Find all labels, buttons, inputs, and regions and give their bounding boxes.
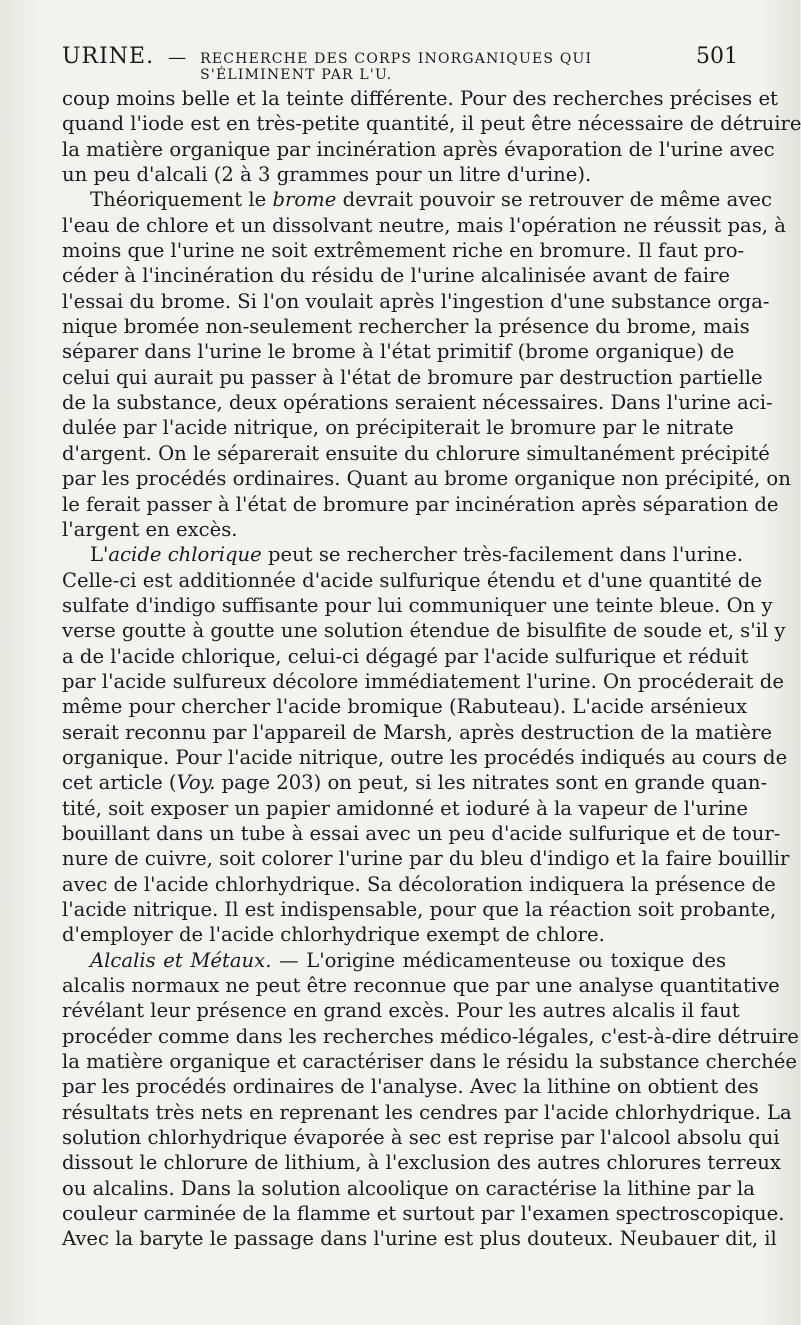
text-fragment: L' (90, 543, 109, 567)
text-line: par les procédés ordinaires de l'analyse. Avec la lithine on obtient des (62, 1075, 759, 1099)
text-fragment: cet article ( (62, 771, 177, 795)
text-line: serait reconnu par l'appareil de Marsh, après destruction de la matière (62, 720, 772, 744)
text-line (62, 187, 772, 212)
text-line: Avec la baryte le passage dans l'urine est plus douteux. Neubauer dit, il (62, 1227, 777, 1251)
text-line: l'eau de chlore et un dissolvant neutre, mais l'opération ne réussit pas, à (62, 213, 786, 237)
text-line: moins que l'urine ne soit extrêmement riche en bromure. Il faut pro- (62, 239, 745, 263)
text-line: quand l'iode est en très-petite quantité, il peut être nécessaire de détruire (62, 112, 801, 136)
text-line: a de l'acide chlorique, celui-ci dégagé par l'acide sulfurique et réduit (62, 644, 749, 668)
text-line: Celle-ci est additionnée d'acide sulfurique étendu et d'une quantité de (62, 568, 763, 592)
text-line: de la substance, deux opérations seraient nécessaires. Dans l'urine aci- (62, 391, 773, 415)
text-line: bouillant dans un tube à essai avec un peu d'acide sulfurique et de tour- (62, 821, 781, 845)
italic-term: Alcalis et Métaux. (90, 948, 272, 972)
text-line: sulfate d'indigo suffisante pour lui communiquer une teinte bleue. On y (62, 593, 773, 617)
text-line: l'essai du brome. Si l'on voulait après l'ingestion d'une substance orga- (62, 289, 770, 313)
text-line: couleur carminée de la flamme et surtout par l'examen spectroscopique. (62, 1202, 785, 1226)
text-line: la matière organique et caractériser dans le résidu la substance cherchée (62, 1050, 797, 1074)
text-line: céder à l'incinération du résidu de l'urine alcalinisée avant de faire (62, 264, 730, 288)
text-line: avec de l'acide chlorhydrique. Sa décoloration indiquera la présence de (62, 872, 776, 896)
header-dash: — (168, 47, 187, 68)
text-line: procéder comme dans les recherches médico-légales, c'est-à-dire détruire (62, 1024, 799, 1048)
text-line (62, 542, 743, 567)
text-line: alcalis normaux ne peut être reconnue que par une analyse quantitative (62, 974, 780, 998)
text-fragment: devrait pouvoir se retrouver de même avec (336, 188, 772, 212)
italic-term: brome (272, 188, 337, 212)
header-section: URINE. (62, 44, 155, 69)
text-line: organique. Pour l'acide nitrique, outre les procédés indiqués au cours de (62, 745, 788, 769)
running-header (62, 44, 738, 83)
text-line (62, 770, 768, 795)
text-line: celui qui aurait pu passer à l'état de bromure par destruction partielle (62, 365, 763, 389)
text-line: d'employer de l'acide chlorhydrique exempt de chlore. (62, 923, 605, 947)
text-line: solution chlorhydrique évaporée à sec est reprise par l'alcool absolu qui (62, 1126, 780, 1150)
text-line: la matière organique par incinération après évaporation de l'urine avec (62, 137, 775, 161)
text-line: verse goutte à goutte une solution étendue de bisulfite de soude et, s'il y (62, 619, 786, 643)
text-line: par les procédés ordinaires. Quant au brome organique non précipité, on (62, 467, 791, 491)
text-line: nique bromée non-seulement rechercher la présence du brome, mais (62, 315, 750, 339)
text-line: l'argent en excès. (62, 517, 238, 541)
text-line: même pour chercher l'acide bromique (Rabuteau). L'acide arsénieux (62, 695, 748, 719)
text-line: séparer dans l'urine le brome à l'état primitif (brome organique) de (62, 340, 735, 364)
italic-term: Voy. (176, 771, 216, 795)
header-running-title: RECHERCHE DES CORPS INORGANIQUES QUI S'ÉLIMINENT PAR L'U. (200, 51, 593, 83)
text-line: nure de cuivre, soit colorer l'urine par du bleu d'indigo et la faire bouillir (62, 847, 790, 871)
text-fragment: — L'origine médicamenteuse ou toxique des (271, 948, 726, 972)
page-number: 501 (696, 44, 738, 69)
text-line: par l'acide sulfureux décolore immédiatement l'urine. On procéderait de (62, 669, 784, 693)
text-line: révélant leur présence en grand excès. Pour les autres alcalis il faut (62, 999, 740, 1023)
text-line: ou alcalins. Dans la solution alcoolique on caractérise la lithine par la (62, 1176, 755, 1200)
text-fragment: page 203) on peut, si les nitrates sont en grande quan- (215, 771, 768, 795)
text-line: l'acide nitrique. Il est indispensable, pour que la réaction soit probante, (62, 898, 777, 921)
body-text (62, 86, 801, 1252)
text-line: dulée par l'acide nitrique, on précipiterait le bromure par le nitrate (62, 416, 734, 440)
text-line: le ferait passer à l'état de bromure par incinération après séparation de (62, 492, 779, 516)
text-line: coup moins belle et la teinte différente. Pour des recherches précises et (62, 87, 778, 110)
text-line: dissout le chlorure de lithium, à l'exclusion des autres chlorures terreux (62, 1151, 781, 1175)
text-line: un peu d'alcali (2 à 3 grammes pour un litre d'urine). (62, 163, 592, 187)
text-line (62, 948, 726, 973)
text-fragment: Théoriquement le (90, 188, 273, 212)
text-line: d'argent. On le séparerait ensuite du chlorure simultanément précipité (62, 441, 770, 465)
italic-term: acide chlorique (108, 543, 262, 567)
text-line: résultats très nets en reprenant les cendres par l'acide chlorhydrique. La (62, 1100, 792, 1124)
text-line: tité, soit exposer un papier amidonné et ioduré à la vapeur de l'urine (62, 796, 748, 820)
text-fragment: peut se rechercher très-facilement dans l'urine. (261, 543, 743, 567)
